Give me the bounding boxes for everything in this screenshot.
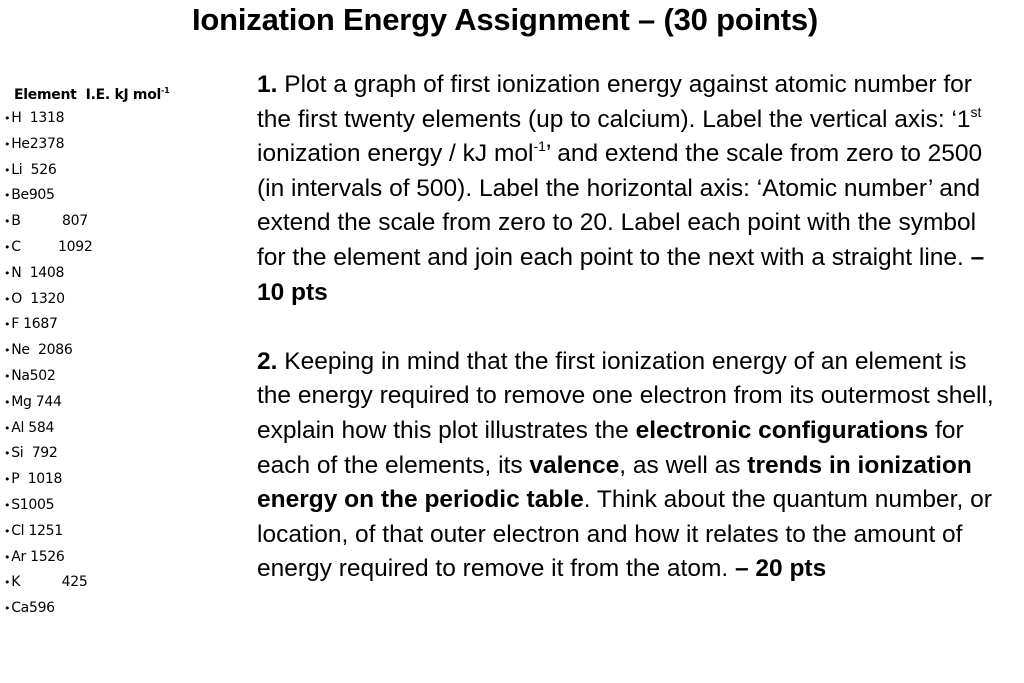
element-symbol: Ar: [11, 548, 26, 565]
bullet-icon: •: [4, 163, 11, 177]
ie-value: 792: [31, 445, 58, 462]
ie-value: 905: [28, 187, 55, 204]
question-number: 2.: [257, 347, 278, 375]
element-symbol: K: [11, 574, 21, 591]
element-symbol: O: [11, 290, 22, 307]
bullet-icon: •: [4, 447, 11, 461]
ie-value: 596: [28, 600, 55, 617]
list-item: [4, 493, 224, 519]
bullet-icon: •: [4, 369, 11, 383]
bullet-icon: •: [4, 292, 11, 306]
ie-value: 1526: [30, 548, 65, 565]
points-label: – 10 pts: [257, 243, 985, 306]
bullet-icon: •: [4, 550, 11, 564]
element-symbol: S: [11, 496, 20, 513]
list-item: [4, 570, 224, 596]
element-symbol: Al: [11, 419, 25, 436]
emphasis-text: electronic configurations: [635, 416, 929, 444]
bullet-icon: •: [4, 473, 11, 487]
element-symbol: Cl: [11, 522, 25, 539]
ie-value: 1018: [27, 471, 63, 488]
list-item: [4, 596, 224, 622]
element-column-label: Element: [14, 87, 77, 103]
ie-value: 1320: [30, 290, 65, 307]
ie-value: 502: [29, 367, 56, 384]
bullet-icon: •: [4, 576, 11, 590]
bullet-icon: •: [4, 395, 11, 409]
element-symbol: He: [11, 135, 30, 152]
question-text: . Think about the quantum number, or location, of that outer electron and how it relates to the amount of energy required to remove it from the atom.: [257, 486, 992, 583]
ionization-energy-list: [4, 84, 224, 622]
list-heading: [14, 84, 224, 106]
question-text: ’ and extend the scale from zero to 2500 (in intervals of 500). Label the horizontal axis: ‘Atomic number’ and extend the scale from zero to 20. Label each point with the symbol for the element and join each point to the next with a straight line.: [257, 140, 983, 271]
bullet-icon: •: [4, 137, 11, 151]
element-list: [4, 106, 224, 622]
ie-value: 807: [62, 213, 88, 230]
ie-value: 1092: [58, 238, 93, 255]
ie-value: 1318: [29, 110, 65, 126]
ie-value: 1251: [28, 522, 63, 539]
list-item: [4, 312, 224, 338]
element-symbol: H: [11, 110, 22, 126]
superscript: st: [970, 103, 982, 120]
ie-value: 2378: [29, 135, 65, 152]
list-item: [4, 235, 224, 261]
ie-value: 744: [35, 393, 62, 410]
list-item: [4, 158, 224, 184]
question-text: for each of the elements, its: [257, 416, 964, 479]
list-item: [4, 416, 224, 442]
points-label: – 20 pts: [734, 555, 827, 583]
ie-value: 2086: [38, 342, 73, 359]
question-text: Plot a graph of first ionization energy against atomic number for the first twenty elements (up to calcium). Label the vertical axis: ‘1: [257, 71, 972, 133]
bullet-icon: •: [4, 524, 11, 538]
element-symbol: Si: [11, 445, 24, 462]
question-text: ionization energy / kJ mol: [257, 140, 534, 168]
emphasis-text: valence: [529, 451, 620, 479]
question-number: 1.: [257, 71, 278, 98]
list-item: [4, 261, 224, 287]
list-item: [4, 287, 224, 313]
question-text: , as well as: [619, 451, 748, 479]
list-item: [4, 519, 224, 545]
ie-value: 1005: [19, 496, 55, 513]
ie-value: 584: [28, 419, 55, 436]
bullet-icon: •: [4, 421, 11, 435]
bullet-icon: •: [4, 344, 11, 358]
element-symbol: F: [11, 316, 19, 333]
list-item: [4, 441, 224, 467]
bullet-icon: •: [4, 240, 11, 254]
bullet-icon: •: [4, 112, 11, 125]
ie-value: 1408: [29, 264, 65, 281]
ie-unit-superscript: -1: [161, 86, 170, 95]
element-symbol: Na: [11, 367, 30, 384]
emphasis-text: trends in ionization energy on the periodic table: [257, 451, 972, 514]
list-item: [4, 132, 224, 158]
ie-value: 1687: [23, 316, 58, 333]
element-symbol: Ne: [11, 342, 30, 359]
bullet-icon: •: [4, 266, 11, 280]
element-symbol: Ca: [11, 600, 29, 617]
superscript: -1: [533, 138, 546, 155]
bullet-icon: •: [4, 215, 11, 229]
list-item: [4, 545, 224, 571]
bullet-icon: •: [4, 602, 11, 616]
bullet-icon: •: [4, 189, 11, 203]
element-symbol: Be: [11, 187, 29, 204]
element-symbol: P: [11, 471, 20, 488]
element-symbol: Mg: [11, 393, 32, 410]
page-title: Ionization Energy Assignment – (30 points): [191, 2, 819, 37]
element-symbol: N: [11, 264, 22, 281]
element-symbol: B: [11, 213, 21, 230]
element-symbol: Li: [11, 161, 23, 178]
ie-value: 526: [30, 161, 57, 178]
list-item: [4, 390, 224, 416]
ie-value: 425: [61, 574, 88, 591]
list-item: [4, 467, 224, 493]
question-2: [257, 345, 997, 587]
list-item: [4, 209, 224, 235]
question-1: [257, 68, 997, 310]
ie-column-label: I.E. kJ mol: [85, 87, 162, 103]
bullet-icon: •: [4, 498, 11, 512]
assignment-instructions: [257, 68, 997, 587]
bullet-icon: •: [4, 318, 11, 332]
list-item: [4, 364, 224, 390]
question-text: Keeping in mind that the first ionization energy of an element is the energy required to remove one electron from its outermost shell, explain how this plot illustrates the: [257, 347, 994, 444]
list-item: [4, 338, 224, 364]
element-symbol: C: [11, 238, 21, 255]
list-item: [4, 183, 224, 209]
list-item: [4, 106, 224, 132]
